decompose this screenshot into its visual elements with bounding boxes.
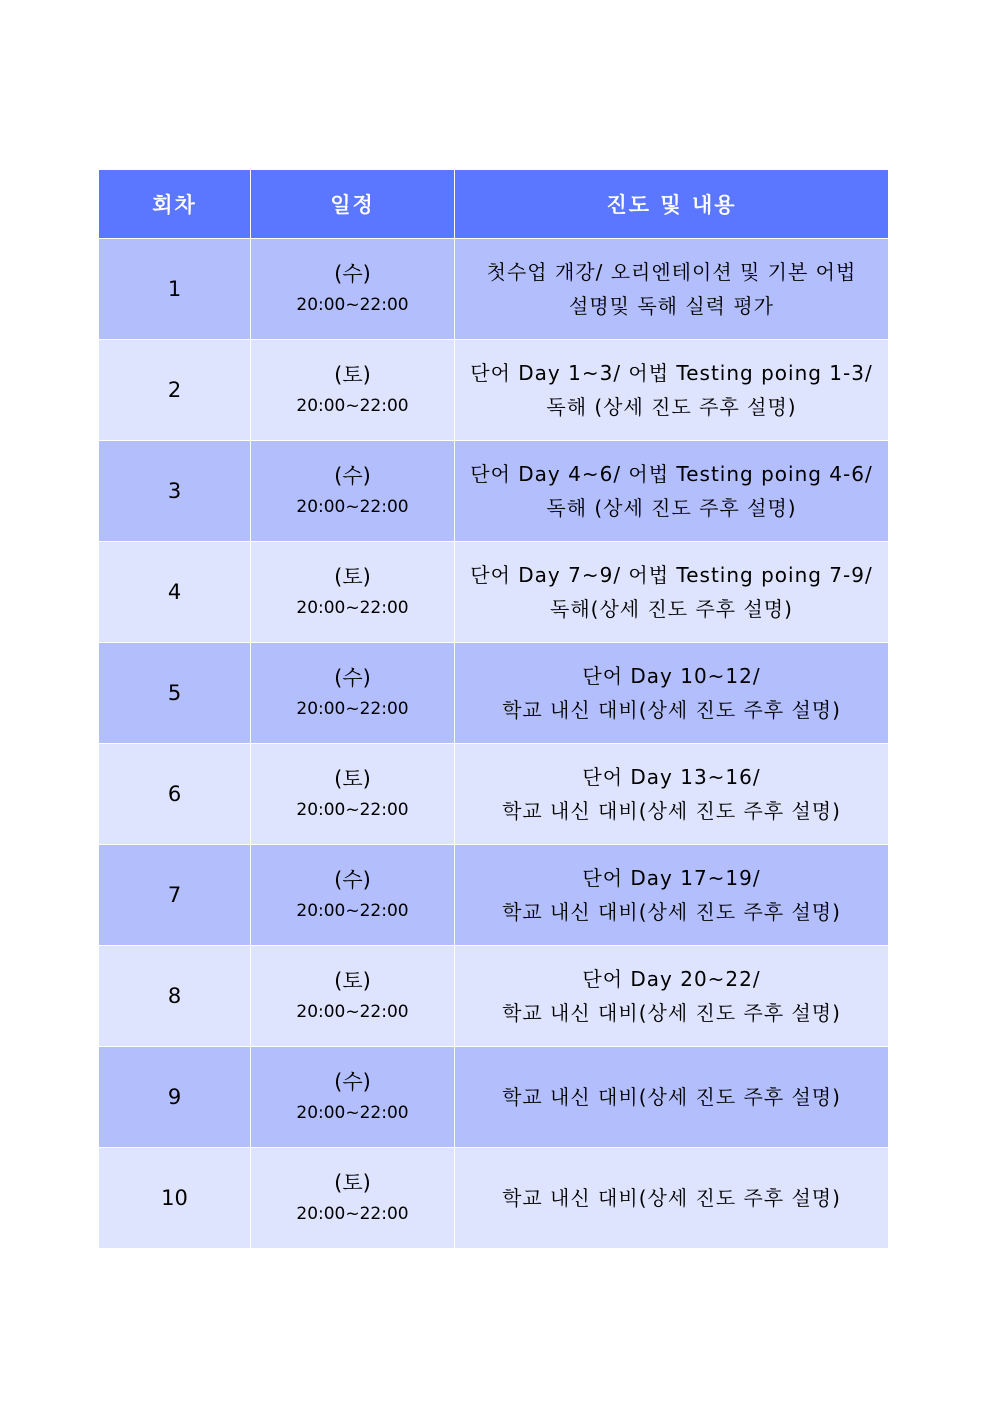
table-row	[99, 239, 889, 340]
content-line: 첫수업 개강/ 오리엔테이션 및 기본 어법	[486, 260, 857, 284]
content-line: 학교 내신 대비(상세 진도 주후 설명)	[502, 799, 841, 823]
session-number: 7	[99, 845, 251, 946]
content-line: 독해 (상세 진도 주후 설명)	[546, 496, 797, 520]
content-line: 단어 Day 7~9/ 어법 Testing poing 7-9/	[470, 563, 873, 587]
time-label: 20:00~22:00	[296, 1103, 409, 1123]
day-label: (수)	[334, 666, 371, 690]
time-label: 20:00~22:00	[296, 1204, 409, 1224]
time-label: 20:00~22:00	[296, 800, 409, 820]
time-label: 20:00~22:00	[296, 295, 409, 315]
table-row	[99, 340, 889, 441]
schedule-cell	[251, 845, 455, 946]
table-row	[99, 1047, 889, 1148]
session-number: 9	[99, 1047, 251, 1148]
time-label: 20:00~22:00	[296, 598, 409, 618]
content-line: 학교 내신 대비(상세 진도 주후 설명)	[502, 698, 841, 722]
content-cell	[455, 1047, 889, 1148]
time-label: 20:00~22:00	[296, 901, 409, 921]
content-line: 독해 (상세 진도 주후 설명)	[546, 395, 797, 419]
table-row	[99, 441, 889, 542]
content-cell	[455, 643, 889, 744]
schedule-cell	[251, 1047, 455, 1148]
content-line: 독해(상세 진도 주후 설명)	[550, 597, 793, 621]
header-row	[99, 170, 889, 239]
session-number: 3	[99, 441, 251, 542]
content-cell	[455, 441, 889, 542]
time-label: 20:00~22:00	[296, 699, 409, 719]
session-number: 10	[99, 1148, 251, 1249]
content-line: 단어 Day 10~12/	[582, 664, 761, 688]
day-label: (수)	[334, 262, 371, 286]
table-body	[99, 239, 889, 1249]
content-cell	[455, 946, 889, 1047]
content-line: 학교 내신 대비(상세 진도 주후 설명)	[502, 1001, 841, 1025]
header-session: 회차	[99, 170, 251, 239]
content-cell	[455, 1148, 889, 1249]
session-number: 2	[99, 340, 251, 441]
content-line: 학교 내신 대비(상세 진도 주후 설명)	[502, 1186, 841, 1210]
day-label: (수)	[334, 464, 371, 488]
table-row	[99, 946, 889, 1047]
content-line: 학교 내신 대비(상세 진도 주후 설명)	[502, 1085, 841, 1109]
session-number: 8	[99, 946, 251, 1047]
session-number: 6	[99, 744, 251, 845]
session-number: 5	[99, 643, 251, 744]
schedule-cell	[251, 239, 455, 340]
table-row	[99, 1148, 889, 1249]
schedule-cell	[251, 946, 455, 1047]
time-label: 20:00~22:00	[296, 497, 409, 517]
day-label: (수)	[334, 1070, 371, 1094]
schedule-cell	[251, 643, 455, 744]
content-line: 설명및 독해 실력 평가	[569, 294, 774, 318]
day-label: (토)	[334, 767, 371, 791]
content-cell	[455, 340, 889, 441]
content-line: 단어 Day 1~3/ 어법 Testing poing 1-3/	[470, 361, 873, 385]
table-row	[99, 643, 889, 744]
content-cell	[455, 744, 889, 845]
schedule-cell	[251, 744, 455, 845]
session-number: 4	[99, 542, 251, 643]
content-cell	[455, 845, 889, 946]
table-row	[99, 744, 889, 845]
schedule-cell	[251, 340, 455, 441]
content-cell	[455, 542, 889, 643]
header-content: 진도 및 내용	[455, 170, 889, 239]
schedule-cell	[251, 1148, 455, 1249]
content-cell	[455, 239, 889, 340]
day-label: (수)	[334, 868, 371, 892]
day-label: (토)	[334, 1171, 371, 1195]
schedule-table	[98, 169, 889, 1249]
day-label: (토)	[334, 565, 371, 589]
day-label: (토)	[334, 363, 371, 387]
content-line: 단어 Day 13~16/	[582, 765, 761, 789]
schedule-cell	[251, 542, 455, 643]
content-line: 학교 내신 대비(상세 진도 주후 설명)	[502, 900, 841, 924]
day-label: (토)	[334, 969, 371, 993]
schedule-cell	[251, 441, 455, 542]
session-number: 1	[99, 239, 251, 340]
table-row	[99, 542, 889, 643]
content-line: 단어 Day 17~19/	[582, 866, 761, 890]
header-schedule: 일정	[251, 170, 455, 239]
time-label: 20:00~22:00	[296, 396, 409, 416]
content-line: 단어 Day 20~22/	[582, 967, 761, 991]
table-row	[99, 845, 889, 946]
content-line: 단어 Day 4~6/ 어법 Testing poing 4-6/	[470, 462, 873, 486]
time-label: 20:00~22:00	[296, 1002, 409, 1022]
